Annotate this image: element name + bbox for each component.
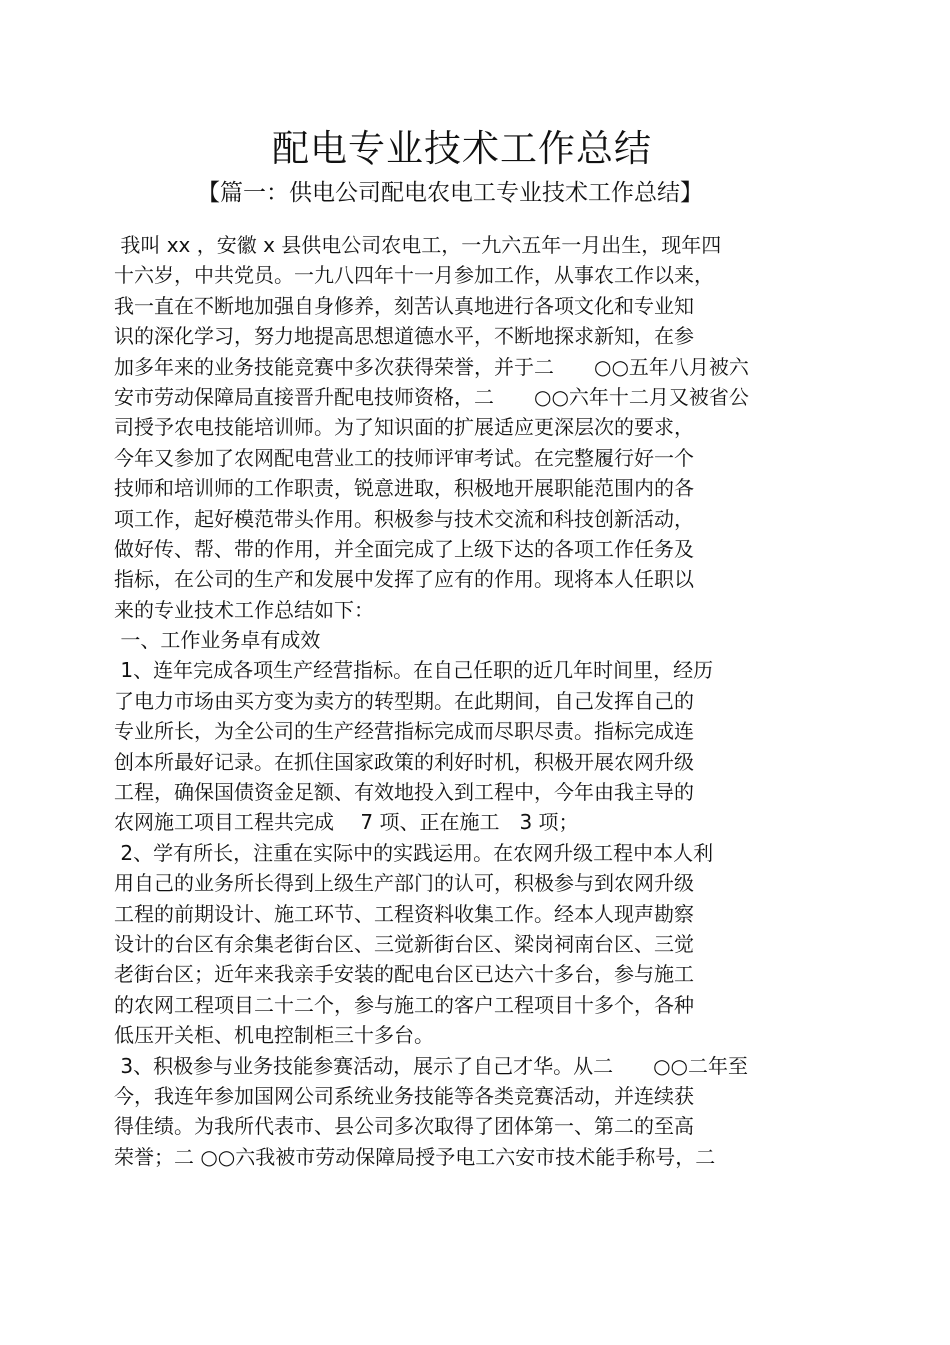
text-line: 得佳绩。为我所代表市、县公司多次取得了团体第一、第二的至高: [114, 1114, 694, 1139]
section-heading: 一、工作业务卓有成效: [114, 628, 321, 653]
text-line: 技师和培训师的工作职责，锐意进取，积极地开展职能范围内的各: [114, 476, 694, 501]
text-line: 司授予农电技能培训师。为了知识面的扩展适应更深层次的要求，: [114, 415, 694, 440]
text-line: 了电力市场由买方变为卖方的转型期。在此期间，自己发挥自己的: [114, 688, 694, 713]
text-line: 农网施工项目工程共完成 7 项、正在施工 3 项；: [114, 810, 579, 835]
text-line: 的农网工程项目二十二个，参与施工的客户工程项目十多个，各种: [114, 992, 694, 1017]
text-line: 今，我连年参加国网公司系统业务技能等各类竞赛活动，并连续获: [114, 1083, 694, 1108]
document-subtitle: 【篇一：供电公司配电农电工专业技术工作总结】: [197, 180, 703, 206]
text-line: 工程，确保国债资金足额、有效地投入到工程中，今年由我主导的: [114, 780, 694, 805]
text-line: 来的专业技术工作总结如下：: [114, 597, 374, 622]
document-body: [114, 230, 834, 1172]
text-line: 识的深化学习，努力地提高思想道德水平，不断地探求新知，在参: [114, 324, 694, 349]
text-line: 工程的前期设计、施工环节、工程资料收集工作。经本人现声勘察: [114, 901, 694, 926]
text-line: 做好传、帮、带的作用，并全面完成了上级下达的各项工作任务及: [114, 536, 694, 561]
text-line: 指标，在公司的生产和发展中发挥了应有的作用。现将本人任职以: [114, 567, 694, 592]
text-line: 专业所长，为全公司的生产经营指标完成而尽职尽责。指标完成连: [114, 719, 694, 744]
text-line: 用自己的业务所长得到上级生产部门的认可，积极参与到农网升级: [114, 871, 694, 896]
text-line: 荣誉；二 ○○六我被市劳动保障局授予电工六安市技术能手称号，二: [114, 1144, 716, 1169]
text-line: 我一直在不断地加强自身修养，刻苦认真地进行各项文化和专业知: [114, 293, 694, 318]
text-line: 项工作，起好模范带头作用。积极参与技术交流和科技创新活动，: [114, 506, 694, 531]
text-line: 设计的台区有余集老街台区、三觉新街台区、梁岗祠南台区、三觉: [114, 931, 694, 956]
text-line: 创本所最好记录。在抓住国家政策的利好时机，积极开展农网升级: [114, 749, 694, 774]
text-line: 加多年来的业务技能竞赛中多次获得荣誉，并于二 ○○五年八月被六: [114, 354, 749, 379]
text-line: 2、学有所长，注重在实际中的实践运用。在农网升级工程中本人利: [114, 840, 714, 865]
text-line: 十六岁，中共党员。一九八四年十一月参加工作，从事农工作以来，: [114, 263, 714, 288]
text-line: 低压开关柜、机电控制柜三十多台。: [114, 1023, 434, 1048]
text-line: 安市劳动保障局直接晋升配电技师资格，二 ○○六年十二月又被省公: [114, 384, 749, 409]
text-line: 1、连年完成各项生产经营指标。在自己任职的近几年时间里，经历: [114, 658, 714, 683]
text-line: 老街台区；近年来我亲手安装的配电台区已达六十多台，参与施工: [114, 962, 694, 987]
document-title: 配电专业技术工作总结: [272, 127, 652, 170]
text-line: 我叫 xx ，安徽 x 县供电公司农电工，一九六五年一月出生，现年四: [114, 233, 722, 257]
text-line: 3、积极参与业务技能参赛活动，展示了自己才华。从二 ○○二年至: [114, 1053, 748, 1078]
text-line: 今年又参加了农网配电营业工的技师评审考试。在完整履行好一个: [114, 445, 694, 470]
